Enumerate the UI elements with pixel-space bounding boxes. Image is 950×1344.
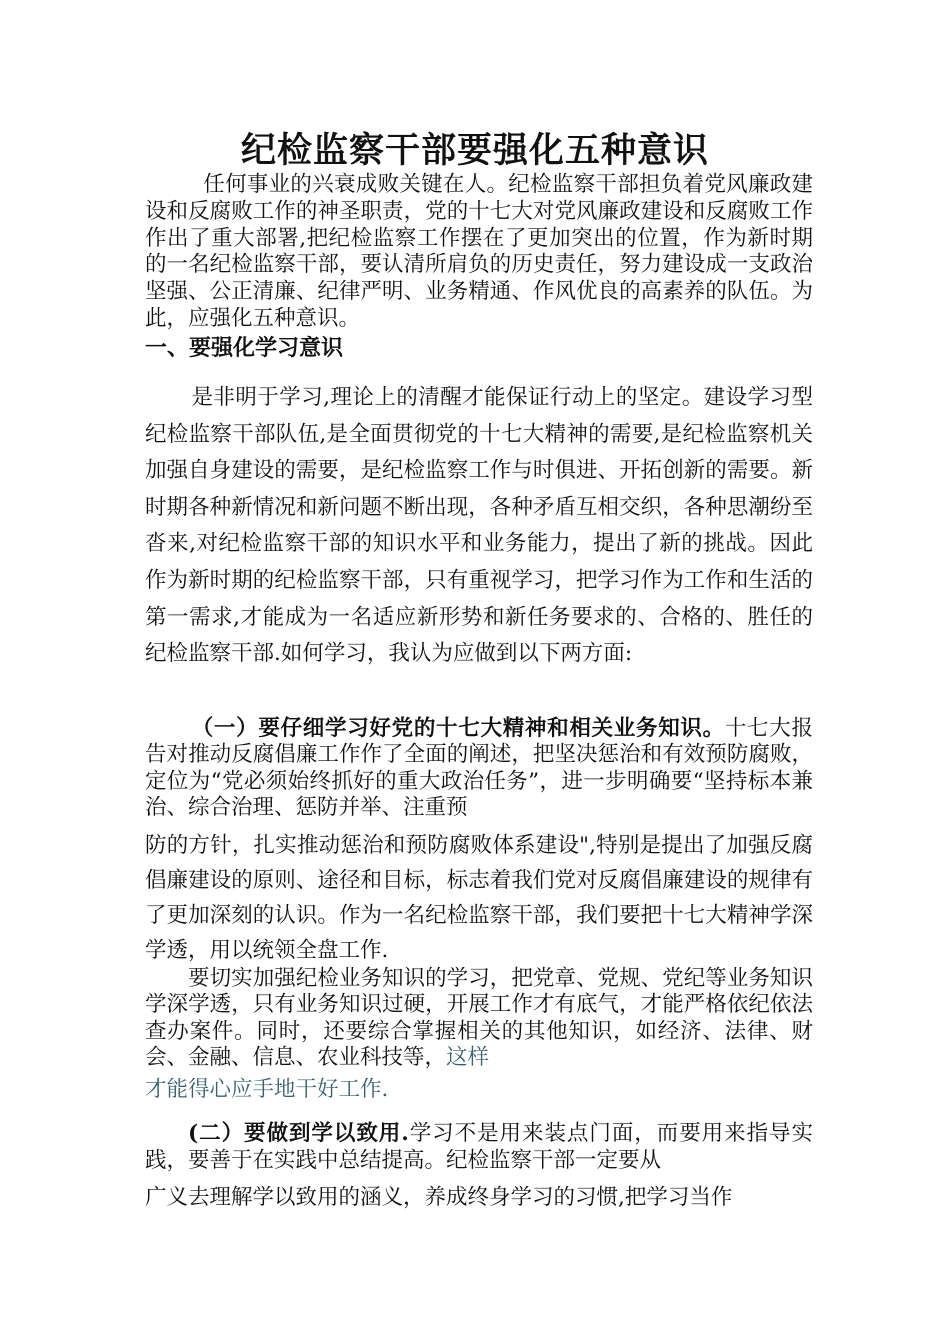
subsection-one-continued	[145, 828, 813, 968]
subsection-two-text-a: 学习不是用来装点门面，而要用来指导实践，要善于在实践中总结提高。纪检监察干部一定要从	[145, 1121, 813, 1173]
subsection-one-text-b: 防的方针，扎实推动惩治和预防腐败体系建设",特别是提出了加强反腐倡廉建设的原则、途径和目标，标志着我们党对反腐倡廉建设的规律有了更加深刻的认识。作为一名纪检监察干部，我们要把十七大精神学深学透，用以统领全盘工作.	[145, 833, 813, 963]
subsection-two-heading: (二）要做到学以致用.	[188, 1121, 409, 1146]
business-knowledge-paragraph	[145, 966, 813, 1072]
subsection-one-paragraph	[145, 716, 813, 822]
subsection-one-text-a: 十七大报告对推动反腐倡廉工作作了全面的阐述，把坚决惩治和有效预防腐败，定位为“党必须始终抓好的重大政治任务”，进一步明确要“坚持标本兼治、综合治理、惩防并举、注重预	[145, 716, 813, 821]
study-paragraph	[145, 380, 813, 673]
document-title: 纪检监察干部要强化五种意识	[240, 131, 709, 171]
subsection-two-continued	[145, 1180, 813, 1216]
subsection-two-text-b: 广义去理解学以致用的涵义，养成终身学习的习惯,把学习当作	[145, 1185, 733, 1210]
highlighted-text-a: 这样	[446, 1045, 490, 1071]
subsection-one-heading: （一）要仔细学习好党的十七大精神和相关业务知识。	[191, 716, 725, 741]
section-heading-study: 一、要强化学习意识	[145, 336, 344, 361]
business-knowledge-text: 要切实加强纪检业务知识的学习，把党章、党规、党纪等业务知识学深学透，只有业务知识过硬，开展工作才有底气，才能严格依纪依法查办案件。同时，还要综合掌握相关的其他知识，如经济、法律、财会、金融、信息、农业科技等，	[145, 966, 813, 1071]
study-text: 是非明于学习,理论上的清醒才能保证行动上的坚定。建设学习型纪检监察干部队伍,是全面贯彻党的十七大精神的需要,是纪检监察机关加强自身建设的需要，是纪检监察工作与时俱进、开拓创新的需要。新时期各种新情况和新问题不断出现，各种矛盾互相交织，各种思潮纷至沓来,对纪检监察干部的知识水平和业务能力，提出了新的挑战。因此作为新时期的纪检监察干部，只有重视学习，把学习作为工作和生活的第一需求,才能成为一名适应新形势和新任务要求的、合格的、胜任的纪检监察干部.如何学习，我认为应做到以下两方面:	[145, 385, 813, 667]
business-knowledge-continued	[145, 1072, 813, 1108]
intro-paragraph	[145, 172, 813, 333]
subsection-two-paragraph	[145, 1120, 813, 1174]
intro-text: 任何事业的兴衰成败关键在人。纪检监察干部担负着党风廉政建设和反腐败工作的神圣职责，党的十七大对党风廉政建设和反腐败工作作出了重大部署,把纪检监察工作摆在了更加突出的位置，作为新时期的一名纪检监察干部，要认清所肩负的历史责任，努力建设成一支政治坚强、公正清廉、纪律严明、业务精通、作风优良的高素养的队伍。为此，应强化五种意识。	[145, 172, 813, 331]
highlighted-text-b: 才能得心应手地干好工作.	[145, 1077, 389, 1102]
